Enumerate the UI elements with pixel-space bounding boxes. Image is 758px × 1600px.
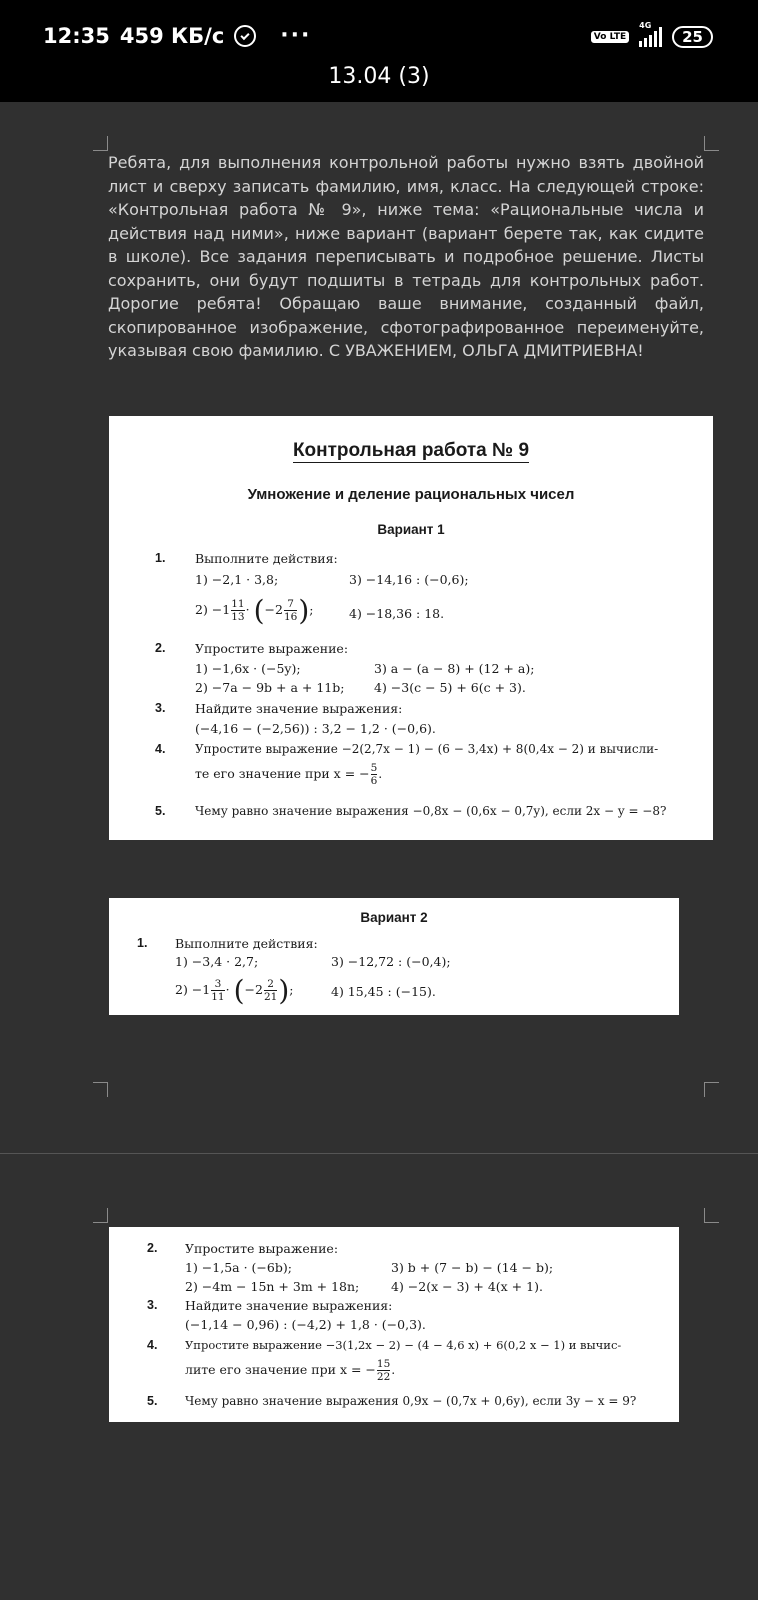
task-item: 3) b + (7 − b) − (14 − b); — [391, 1260, 554, 1275]
task-item: лите его значение при x = − $\frac{15}{22}$ . — [185, 1358, 396, 1383]
task-title: Выполните действия: — [195, 551, 338, 566]
task-item: Упростите выражение −3(1,2x − 2) − (4 − 4,6 x) + 6(0,2 x − 1) и вычис- — [185, 1338, 622, 1352]
task-item: Чему равно значение выражения −0,8x − (0,6x − 0,7y), если 2x − y = −8? — [195, 804, 667, 818]
task-number: 3. — [155, 701, 166, 715]
task-item: 2) −4m − 15n + 3m + 18n; — [185, 1279, 360, 1294]
network-speed: 459 КБ/с — [119, 23, 225, 48]
status-right — [591, 21, 713, 48]
status-bar — [0, 0, 758, 102]
task-item: 4) 15,45 : (−15). — [331, 984, 436, 999]
task-title: Выполните действия: — [175, 936, 318, 951]
task-title: Упростите выражение: — [185, 1241, 339, 1256]
task-item: 2) −1 $\frac{3}{11}$ · (−2 $\frac{2}{21}$ ); — [175, 974, 294, 1007]
task-number: 1. — [137, 936, 148, 950]
task-item: 1) −2,1 · 3,8; — [195, 572, 279, 587]
crop-mark — [704, 1082, 719, 1097]
network-type: 4G — [639, 21, 652, 30]
task-item: 4) −3(c − 5) + 6(c + 3). — [374, 680, 526, 695]
task-item: 2) −7a − 9b + a + 11b; — [195, 680, 345, 695]
task-item: 2) −1 $\frac{11}{13}$ · (−2 $\frac{7}{16}$ ); — [195, 594, 314, 627]
task-item: 3) −14,16 : (−0,6); — [349, 572, 469, 587]
task-number: 5. — [147, 1394, 158, 1408]
task-title: Найдите значение выражения: — [185, 1298, 393, 1313]
variant-label: Вариант 1 — [377, 522, 445, 537]
battery-icon: 25 — [672, 26, 713, 48]
task-item: (−4,16 − (−2,56)) : 3,2 − 1,2 · (−0,6). — [195, 721, 436, 736]
worksheet-variant-1 — [109, 416, 713, 840]
crop-mark — [93, 136, 108, 151]
task-item: Упростите выражение −2(2,7x − 1) − (6 − 3,4x) + 8(0,4x − 2) и вычисли- — [195, 742, 659, 756]
task-item: 1) −3,4 · 2,7; — [175, 954, 259, 969]
crop-mark — [93, 1208, 108, 1223]
alarm-icon — [234, 25, 256, 47]
task-number: 2. — [155, 641, 166, 655]
crop-mark — [704, 1208, 719, 1223]
task-item: (−1,14 − 0,96) : (−4,2) + 1,8 · (−0,3). — [185, 1317, 426, 1332]
volte-icon: Vo LTE — [591, 31, 629, 43]
task-item: 1) −1,5a · (−6b); — [185, 1260, 292, 1275]
task-number: 4. — [147, 1338, 158, 1352]
task-number: 5. — [155, 804, 166, 818]
worksheet-heading: Контрольная работа № 9 — [292, 440, 530, 461]
signal-icon — [639, 21, 662, 47]
task-item: Чему равно значение выражения 0,9x − (0,7x + 0,6y), если 3y − x = 9? — [185, 1394, 637, 1408]
task-item: 3) a − (a − 8) + (12 + a); — [374, 661, 535, 676]
task-title: Найдите значение выражения: — [195, 701, 403, 716]
instructions-text: Ребята, для выполнения контрольной работы нужно взять двойной лист и сверху записать фамилию, имя, класс. На следующей строке: «Контрольная работа № 9», ниже тема: «Рациональные числа и действия над ними», ниже вариант (вариант берете так, как сидите в школе). Все задания переписывать и подробное решение. Листы сохранить, они будут подшиты в тетрадь для контрольных работ. Дорогие ребята! Обращаю ваше внимание, созданный файл, скопированное изображение, сфотографированное переименуйте, указывая свою фамилию. С УВАЖЕНИЕМ, ОЛЬГА ДМИТРИЕВНА! — [108, 153, 704, 360]
status-left — [43, 23, 321, 48]
worksheet-subheading: Умножение и деление рациональных чисел — [247, 486, 575, 503]
task-number: 1. — [155, 551, 166, 565]
crop-mark — [93, 1082, 108, 1097]
document-title: 13.04 (3) — [328, 64, 430, 89]
task-item: 4) −2(x − 3) + 4(x + 1). — [391, 1279, 543, 1294]
worksheet-continuation — [109, 1227, 679, 1422]
page-separator — [0, 1153, 758, 1154]
variant-label: Вариант 2 — [360, 910, 428, 925]
clock: 12:35 — [43, 23, 110, 48]
task-item: 1) −1,6x · (−5y); — [195, 661, 301, 676]
task-item: 4) −18,36 : 18. — [349, 606, 445, 621]
task-number: 4. — [155, 742, 166, 756]
crop-mark — [704, 136, 719, 151]
worksheet-variant-2 — [109, 898, 679, 1015]
task-item: 3) −12,72 : (−0,4); — [331, 954, 451, 969]
task-number: 2. — [147, 1241, 158, 1255]
task-number: 3. — [147, 1298, 158, 1312]
task-item: те его значение при x = − $\frac{5}{6}$ . — [195, 762, 383, 787]
more-notifications-icon: ··· — [280, 23, 312, 48]
task-title: Упростите выражение: — [195, 641, 349, 656]
